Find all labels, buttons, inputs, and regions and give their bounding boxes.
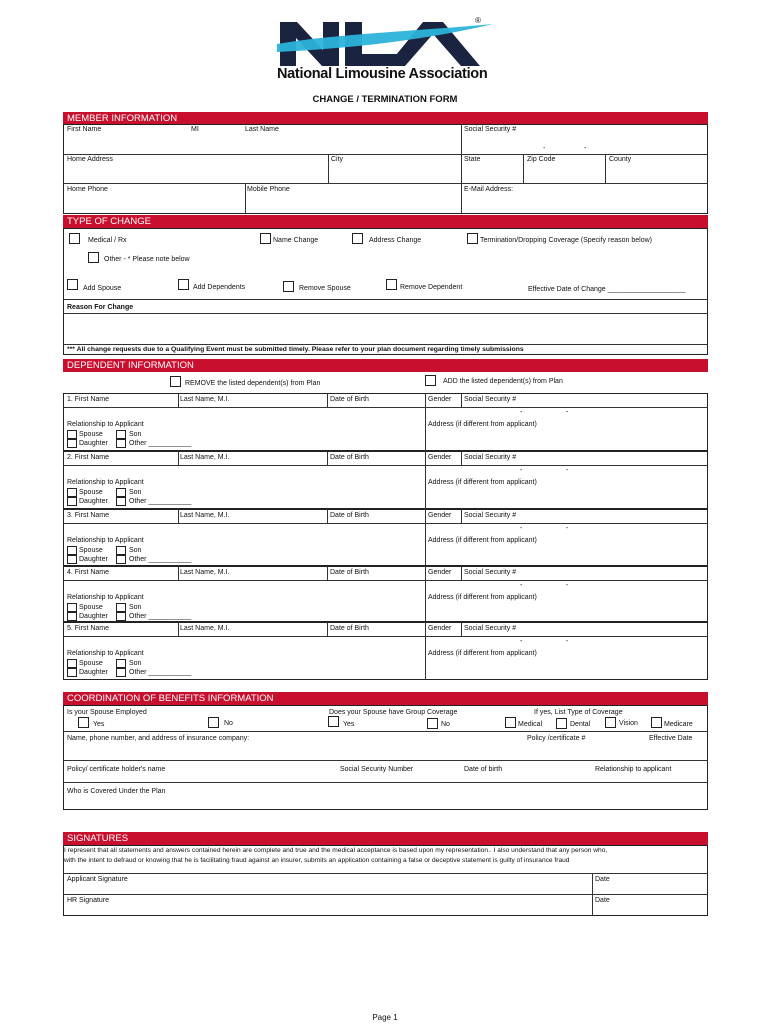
vision-checkbox[interactable]: [605, 717, 616, 728]
dependent-gender-label: Gender: [428, 625, 452, 632]
son-label: Son: [129, 547, 142, 554]
dependent-last-name-label: Last Name, M.I.: [180, 454, 230, 461]
mi-label: MI: [191, 126, 199, 133]
hr-signature-label: HR Signature: [67, 897, 110, 904]
spouse-label: Spouse: [79, 660, 103, 667]
medical-rx-label: Medical / Rx: [88, 237, 127, 244]
son-checkbox[interactable]: [116, 546, 126, 555]
spouse-label: Spouse: [79, 604, 103, 611]
dependent-ssn-dash: -: [566, 582, 569, 589]
termination-checkbox[interactable]: [467, 233, 478, 244]
county-label: County: [609, 156, 632, 163]
dependent-first-name-label: 2. First Name: [67, 454, 110, 461]
group-coverage-label: Does your Spouse have Group Coverage: [329, 709, 458, 716]
dependent-dob-label: Date of Birth: [330, 569, 369, 576]
medicare-checkbox[interactable]: [651, 717, 662, 728]
vision-label: Vision: [619, 720, 638, 727]
holder-name-label: Policy/ certificate holder's name: [67, 766, 166, 773]
add-spouse-label: Add Spouse: [83, 285, 122, 292]
effective-date-label: Effective Date: [649, 735, 693, 742]
spouse-label: Spouse: [79, 489, 103, 496]
dependent-ssn-label: Social Security #: [464, 625, 517, 632]
dependent-ssn-dash: -: [520, 638, 523, 645]
zip-label: Zip Code: [527, 156, 556, 163]
mobile-phone-label: Mobile Phone: [247, 186, 290, 193]
daughter-checkbox[interactable]: [67, 612, 77, 621]
remove-dependents-checkbox[interactable]: [170, 376, 181, 387]
dependent-last-name-label: Last Name, M.I.: [180, 512, 230, 519]
remove-dependent-checkbox[interactable]: [386, 279, 397, 290]
org-name: National Limousine Association: [277, 66, 488, 82]
spouse-checkbox[interactable]: [67, 659, 77, 668]
email-label: E-Mail Address:: [464, 186, 514, 193]
daughter-checkbox[interactable]: [67, 497, 77, 506]
dependent-address-label: Address (if different from applicant): [428, 650, 537, 657]
other-label: Other ___________: [129, 613, 192, 620]
dependent-ssn-label: Social Security #: [464, 396, 517, 403]
signatures-grid: [63, 845, 708, 916]
spouse-label: Spouse: [79, 547, 103, 554]
daughter-checkbox[interactable]: [67, 439, 77, 448]
home-phone-label: Home Phone: [67, 186, 108, 193]
first-name-label: First Name: [67, 126, 102, 133]
dependent-address-label: Address (if different from applicant): [428, 594, 537, 601]
other-label: Other ___________: [129, 556, 192, 563]
dependent-gender-label: Gender: [428, 569, 452, 576]
other-label: Other - * Please note below: [104, 256, 190, 263]
relationship-label: Relationship to Applicant: [67, 537, 144, 544]
policy-cert-label: Policy /certificate #: [527, 735, 586, 742]
spouse-checkbox[interactable]: [67, 488, 77, 497]
son-label: Son: [129, 604, 142, 611]
dependent-ssn-dash: -: [566, 638, 569, 645]
remove-spouse-checkbox[interactable]: [283, 281, 294, 292]
remove-spouse-label: Remove Spouse: [299, 285, 351, 292]
holder-ssn-label: Social Security Number: [340, 766, 414, 773]
other-checkbox[interactable]: [116, 612, 126, 621]
attestation-line-1: I represent that all statements and answers contained herein are complete and true and the medical acceptance is based upon my representation.. I also understand that any person who,: [64, 847, 608, 854]
dependent-dob-label: Date of Birth: [330, 454, 369, 461]
spouse-checkbox[interactable]: [67, 430, 77, 439]
coverage-no-label: No: [441, 721, 450, 728]
son-checkbox[interactable]: [116, 430, 126, 439]
dependent-first-name-label: 3. First Name: [67, 512, 110, 519]
reason-label: Reason For Change: [67, 304, 134, 311]
dependent-first-name-label: 5. First Name: [67, 625, 110, 632]
logo-mark: [275, 14, 500, 70]
member-info-grid: [63, 124, 708, 214]
dependent-last-name-label: Last Name, M.I.: [180, 625, 230, 632]
address-change-label: Address Change: [369, 237, 422, 244]
ssn-dash: -: [584, 145, 587, 152]
daughter-label: Daughter: [79, 440, 108, 447]
termination-label: Termination/Dropping Coverage (Specify reason below): [480, 237, 652, 244]
dependent-section-header: DEPENDENT INFORMATION: [63, 359, 708, 372]
member-section-header: MEMBER INFORMATION: [63, 112, 708, 125]
other-label: Other ___________: [129, 498, 192, 505]
other-label: Other ___________: [129, 669, 192, 676]
relationship-label: Relationship to Applicant: [67, 421, 144, 428]
daughter-label: Daughter: [79, 669, 108, 676]
dependent-ssn-dash: -: [520, 467, 523, 474]
hr-date-label: Date: [595, 897, 610, 904]
daughter-checkbox[interactable]: [67, 555, 77, 564]
ssn-label: Social Security #: [464, 126, 517, 133]
dependent-ssn-dash: -: [566, 525, 569, 532]
dependent-ssn-label: Social Security #: [464, 569, 517, 576]
other-checkbox[interactable]: [88, 252, 99, 263]
address-change-checkbox[interactable]: [352, 233, 363, 244]
medical-checkbox[interactable]: [505, 717, 516, 728]
dental-label: Dental: [570, 721, 591, 728]
relationship-label: Relationship to Applicant: [67, 594, 144, 601]
city-label: City: [331, 156, 344, 163]
ssn-dash: -: [543, 145, 546, 152]
medical-label: Medical: [518, 721, 543, 728]
employed-yes-checkbox[interactable]: [78, 717, 89, 728]
daughter-label: Daughter: [79, 556, 108, 563]
son-checkbox[interactable]: [116, 659, 126, 668]
son-checkbox[interactable]: [116, 603, 126, 612]
last-name-label: Last Name: [245, 126, 279, 133]
spouse-checkbox[interactable]: [67, 603, 77, 612]
coverage-yes-checkbox[interactable]: [328, 716, 339, 727]
attestation-line-2: with the intent to defraud or knowing that he is facilitating fraud against an insurer, submits an application containing a false or deceptive statement is guilty of insurance fraud: [64, 857, 570, 864]
dependent-gender-label: Gender: [428, 454, 452, 461]
coverage-yes-label: Yes: [343, 721, 355, 728]
dependent-first-name-label: 4. First Name: [67, 569, 110, 576]
medicare-label: Medicare: [664, 721, 693, 728]
page-number: Page 1: [372, 1013, 398, 1022]
qualifying-event-notice: *** All change requests due to a Qualifying Event must be submitted timely. Please refer to your plan document regarding timely submissions: [67, 346, 524, 353]
registered-mark: ®: [475, 16, 481, 25]
name-change-label: Name Change: [273, 237, 319, 244]
holder-dob-label: Date of birth: [464, 766, 503, 773]
dependent-dob-label: Date of Birth: [330, 625, 369, 632]
son-label: Son: [129, 431, 142, 438]
relationship-label: Relationship to Applicant: [67, 650, 144, 657]
add-dependents-checkbox[interactable]: [178, 279, 189, 290]
who-covered-label: Who is Covered Under the Plan: [67, 788, 166, 795]
dependent-ssn-label: Social Security #: [464, 454, 517, 461]
cob-section-header: COORDINATION OF BENEFITS INFORMATION: [63, 692, 708, 705]
add-dependents-plan-checkbox[interactable]: [425, 375, 436, 386]
effective-date-label: Effective Date of Change ____________________: [528, 286, 686, 293]
dependent-gender-label: Gender: [428, 512, 452, 519]
son-label: Son: [129, 489, 142, 496]
medical-rx-checkbox[interactable]: [69, 233, 80, 244]
remove-dependents-label: REMOVE the listed dependent(s) from Plan: [185, 380, 321, 387]
dependent-dob-label: Date of Birth: [330, 396, 369, 403]
spouse-checkbox[interactable]: [67, 546, 77, 555]
relationship-label: Relationship to Applicant: [67, 479, 144, 486]
state-label: State: [464, 156, 481, 163]
signatures-section-header: SIGNATURES: [63, 832, 708, 845]
dependent-last-name-label: Last Name, M.I.: [180, 396, 230, 403]
other-checkbox[interactable]: [116, 555, 126, 564]
son-label: Son: [129, 660, 142, 667]
dependent-address-label: Address (if different from applicant): [428, 479, 537, 486]
employed-no-checkbox[interactable]: [208, 717, 219, 728]
form-title: CHANGE / TERMINATION FORM: [312, 94, 458, 105]
dependent-dob-label: Date of Birth: [330, 512, 369, 519]
daughter-label: Daughter: [79, 498, 108, 505]
spouse-employed-label: Is your Spouse Employed: [67, 709, 147, 716]
nla-logo: [275, 14, 500, 84]
dental-checkbox[interactable]: [556, 718, 567, 729]
applicant-signature-label: Applicant Signature: [67, 876, 128, 883]
spouse-label: Spouse: [79, 431, 103, 438]
other-checkbox[interactable]: [116, 439, 126, 448]
dependent-ssn-dash: -: [520, 582, 523, 589]
dependent-ssn-dash: -: [566, 409, 569, 416]
daughter-label: Daughter: [79, 613, 108, 620]
add-dependents-plan-label: ADD the listed dependent(s) from Plan: [443, 378, 563, 385]
remove-dependent-label: Remove Dependent: [400, 284, 463, 291]
name-change-checkbox[interactable]: [260, 233, 271, 244]
other-checkbox[interactable]: [116, 668, 126, 677]
employed-no-label: No: [224, 720, 233, 727]
add-dependents-label: Add Dependents: [193, 284, 246, 291]
dependent-ssn-dash: -: [566, 467, 569, 474]
dependent-address-label: Address (if different from applicant): [428, 537, 537, 544]
dependent-ssn-dash: -: [520, 409, 523, 416]
coverage-no-checkbox[interactable]: [427, 718, 438, 729]
insurance-company-label: Name, phone number, and address of insurance company:: [67, 735, 250, 742]
employed-yes-label: Yes: [93, 721, 105, 728]
applicant-date-label: Date: [595, 876, 610, 883]
dependent-address-label: Address (if different from applicant): [428, 421, 537, 428]
list-coverage-label: If yes, List Type of Coverage: [534, 709, 623, 716]
dependent-ssn-dash: -: [520, 525, 523, 532]
dependent-gender-label: Gender: [428, 396, 452, 403]
dependent-first-name-label: 1. First Name: [67, 396, 110, 403]
home-address-label: Home Address: [67, 156, 113, 163]
daughter-checkbox[interactable]: [67, 668, 77, 677]
change-section-header: TYPE OF CHANGE: [63, 215, 708, 228]
other-label: Other ___________: [129, 440, 192, 447]
add-spouse-checkbox[interactable]: [67, 279, 78, 290]
other-checkbox[interactable]: [116, 497, 126, 506]
son-checkbox[interactable]: [116, 488, 126, 497]
dependent-last-name-label: Last Name, M.I.: [180, 569, 230, 576]
relationship-label: Relationship to applicant: [595, 766, 672, 773]
dependent-ssn-label: Social Security #: [464, 512, 517, 519]
